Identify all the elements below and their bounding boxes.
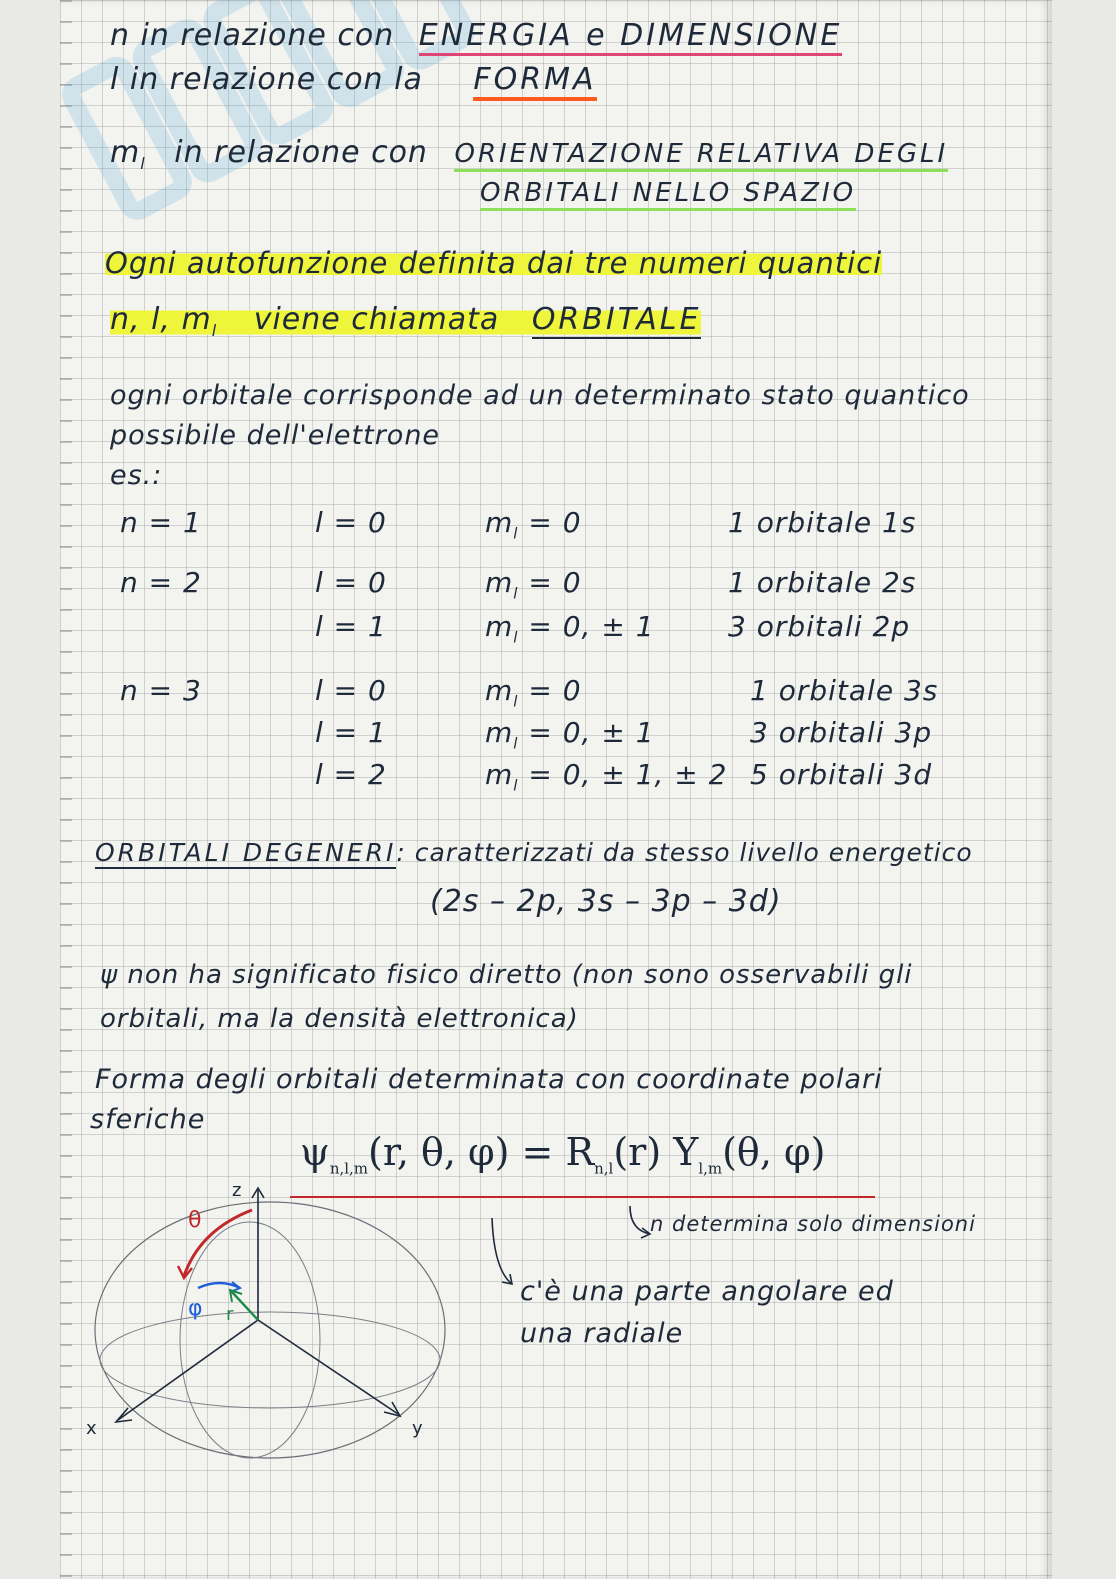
- viene-chiamata: viene chiamata: [253, 302, 500, 337]
- para-orbitale-l1: ogni orbitale corrisponde ad un determinato stato quantico: [110, 380, 970, 411]
- line-n-text: n in relazione con: [110, 18, 395, 53]
- table-m-3: [485, 674, 582, 711]
- table-m-sub: l: [513, 584, 519, 603]
- table-m-sub: l: [513, 524, 519, 543]
- table-m-1: [485, 566, 582, 603]
- table-m-sub: l: [513, 692, 519, 711]
- ml-symbol: m: [110, 135, 141, 170]
- table-m-value: = 0, ± 1, ± 2: [518, 758, 728, 791]
- table-m-symbol: m: [485, 716, 514, 749]
- table-n-1: n = 2: [120, 566, 202, 599]
- line-l-text: l in relazione con la: [110, 62, 423, 97]
- table-n-0: n = 1: [120, 506, 202, 539]
- degeneri-title: ORBITALI DEGENERI: [95, 838, 397, 867]
- table-m-value: = 0, ± 1: [518, 716, 655, 749]
- label-theta: θ: [188, 1208, 202, 1233]
- sphere-outline: [95, 1202, 445, 1458]
- table-orbital-5: 5 orbitali 3d: [750, 758, 933, 791]
- highlight-line-2: [110, 302, 701, 340]
- ml-subscript: l: [140, 154, 146, 173]
- table-orbital-2: 3 orbitali 2p: [728, 610, 911, 643]
- ml-text: in relazione con: [174, 135, 428, 170]
- note-parts-2: una radiale: [520, 1318, 684, 1349]
- degeneri-example: (2s – 2p, 3s – 3p – 3d): [430, 884, 782, 919]
- eq-args: (r, θ, φ) = R: [368, 1130, 595, 1174]
- table-l-5: l = 2: [315, 758, 387, 791]
- table-m-value: = 0: [518, 506, 582, 539]
- line-n-relation: [110, 18, 842, 53]
- orbitali-spazio: ORBITALI NELLO SPAZIO: [480, 178, 856, 211]
- sphere-meridian: [180, 1222, 320, 1458]
- ml-subscript-2: l: [211, 321, 218, 340]
- forma-key: FORMA: [473, 62, 596, 101]
- table-m-value: = 0: [518, 566, 582, 599]
- label-r: r: [226, 1304, 234, 1325]
- table-m-value: = 0: [518, 674, 582, 707]
- sphere-equator: [100, 1312, 440, 1408]
- label-phi: φ: [188, 1296, 203, 1321]
- label-x: x: [86, 1418, 97, 1439]
- eq-psi: ψ: [300, 1130, 330, 1174]
- y-axis: [258, 1320, 398, 1414]
- table-l-3: l = 0: [315, 674, 387, 707]
- table-m-sub: l: [513, 776, 519, 795]
- energia-dimensione: ENERGIA e DIMENSIONE: [419, 18, 842, 56]
- label-z: z: [232, 1180, 242, 1201]
- forma-line-1: Forma degli orbitali determinata con coordinate polari: [95, 1064, 883, 1095]
- x-axis: [118, 1320, 258, 1420]
- table-l-1: l = 0: [315, 566, 387, 599]
- table-m-4: [485, 716, 655, 753]
- table-m-symbol: m: [485, 566, 514, 599]
- table-m-symbol: m: [485, 674, 514, 707]
- eq-r-args: (r) Y: [613, 1130, 699, 1174]
- orientazione-key: ORIENTAZIONE RELATIVA DEGLI: [454, 139, 948, 172]
- degeneri-line: [95, 838, 973, 867]
- orbitale-key: ORBITALE: [531, 302, 702, 337]
- spherical-diagram: [80, 1180, 450, 1470]
- psi-line-1: ψ non ha significato fisico diretto (non sono osservabili gli: [100, 960, 913, 990]
- note-parts-1: c'è una parte angolare ed: [520, 1276, 894, 1307]
- table-m-5: [485, 758, 727, 795]
- table-m-2: [485, 610, 655, 647]
- table-m-0: [485, 506, 582, 543]
- wavefunction-equation: [300, 1130, 825, 1178]
- table-l-2: l = 1: [315, 610, 387, 643]
- table-m-sub: l: [513, 734, 519, 753]
- line-l-relation: [110, 62, 597, 97]
- table-m-symbol: m: [485, 610, 514, 643]
- table-n-3: n = 3: [120, 674, 202, 707]
- highlight-line-1: Ogni autofunzione definita dai tre numeri quantici: [105, 246, 883, 280]
- table-m-symbol: m: [485, 758, 514, 791]
- table-m-sub: l: [513, 628, 519, 647]
- label-y: y: [412, 1418, 423, 1439]
- psi-line-2: orbitali, ma la densità elettronica): [100, 1004, 579, 1034]
- eq-y-args: (θ, φ): [722, 1130, 826, 1174]
- quantum-numbers: n, l, m: [110, 302, 212, 337]
- table-orbital-3: 1 orbitale 3s: [750, 674, 939, 707]
- r-vector: [232, 1292, 258, 1320]
- table-m-value: = 0, ± 1: [518, 610, 655, 643]
- table-l-4: l = 1: [315, 716, 387, 749]
- degeneri-text: : caratterizzati da stesso livello energetico: [396, 838, 973, 867]
- table-orbital-4: 3 orbitali 3p: [750, 716, 933, 749]
- line-ml-relation: [110, 135, 948, 173]
- table-l-0: l = 0: [315, 506, 387, 539]
- note-dimension: n determina solo dimensioni: [650, 1212, 976, 1236]
- table-orbital-1: 1 orbitale 2s: [728, 566, 917, 599]
- es-label: es.:: [110, 460, 163, 491]
- eq-y-sub: l,m: [698, 1159, 723, 1178]
- forma-line-2: sferiche: [90, 1104, 206, 1135]
- table-orbital-0: 1 orbitale 1s: [728, 506, 917, 539]
- para-orbitale-l2: possibile dell'elettrone: [110, 420, 441, 451]
- eq-r-sub: n,l: [594, 1159, 614, 1178]
- table-m-symbol: m: [485, 506, 514, 539]
- eq-psi-sub: n,l,m: [329, 1159, 369, 1178]
- margin-dashes: [60, 0, 72, 1579]
